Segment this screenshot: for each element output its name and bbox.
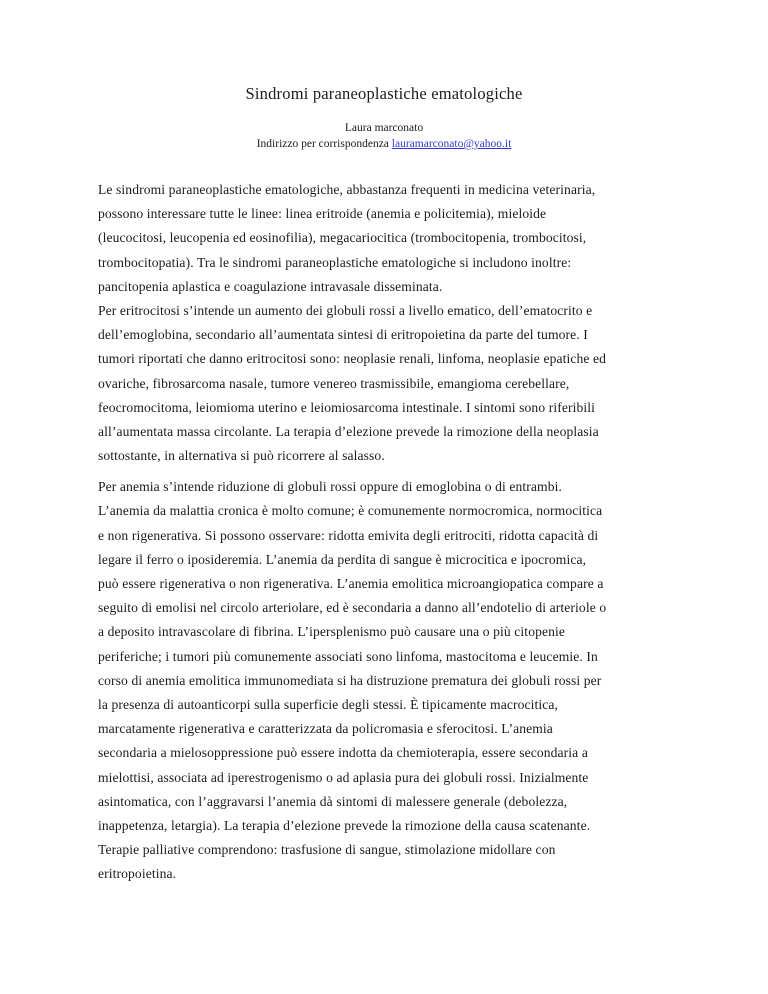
text-line: inappetenza, letargia). La terapia d’elezione prevede la rimozione della causa scatenante.: [98, 817, 591, 833]
text-line: Per eritrocitosi s’intende un aumento dei globuli rossi a livello ematico, dell’ematocrito e: [98, 302, 593, 318]
text-line: mielottisi, associata ad iperestrogenismo o ad aplasia pura dei globuli rossi. Inizialmente: [98, 769, 589, 785]
text-line: dell’emoglobina, secondario all’aumentata sintesi di eritropoietina da parte del tumore. I: [98, 327, 588, 343]
paragraph: [98, 178, 670, 299]
text-line: Per anemia s’intende riduzione di globuli rossi oppure di emoglobina o di entrambi.: [98, 479, 562, 495]
paragraph: [98, 475, 670, 886]
text-line: e non rigenerativa. Si possono osservare: ridotta emivita degli eritrociti, ridotta capacità di: [98, 527, 599, 543]
text-line: Terapie palliative comprendono: trasfusione di sangue, stimolazione midollare con: [98, 842, 556, 858]
text-line: (leucocitosi, leucopenia ed eosinofilia), megacariocitica (trombocitopenia, trombocitosi,: [98, 230, 587, 246]
text-line: ovariche, fibrosarcoma nasale, tumore venereo trasmissibile, emangioma cerebellare,: [98, 375, 570, 391]
text-line: periferiche; i tumori più comunemente associati sono linfoma, mastocitoma e leucemie. In: [98, 648, 598, 664]
correspondence-line: [0, 136, 768, 152]
text-line: L’anemia da malattia cronica è molto comune; è comunemente normocromica, normocitica: [98, 503, 603, 519]
text-line: asintomatica, con l’aggravarsi l’anemia dà sintomi di malessere generale (debolezza,: [98, 793, 568, 809]
text-line: marcatamente rigenerativa e caratterizzata da policromasia e sferocitosi. L’anemia: [98, 721, 553, 737]
text-line: tumori riportati che danno eritrocitosi sono: neoplasie renali, linfoma, neoplasie epatiche ed: [98, 351, 607, 367]
author-name: Laura marconato: [344, 122, 424, 134]
text-line: all’aumentata massa circolante. La terapia d’elezione prevede la rimozione della neoplasia: [98, 423, 599, 439]
paragraph: [98, 299, 670, 468]
text-line: feocromocitoma, leiomioma uterino e leiomiosarcoma intestinale. I sintomi sono riferibili: [98, 399, 596, 415]
text-line: la presenza di autoanticorpi sulla superficie degli stessi. È tipicamente macrocitica,: [98, 696, 559, 712]
text-line: a deposito intravascolare di fibrina. L’ipersplenismo può causare una o più citopenie: [98, 624, 566, 640]
byline-block: [0, 120, 768, 152]
text-line: legare il ferro o iposideremia. L’anemia da perdita di sangue è microcitica e ipocromica,: [98, 551, 587, 567]
text-line: corso di anemia emolitica immunomediata si ha distruzione prematura dei globuli rossi per: [98, 672, 602, 688]
document-body: [98, 178, 670, 886]
page-title: Sindromi paraneoplastiche ematologiche: [245, 84, 523, 103]
text-line: eritropoietina.: [98, 866, 177, 882]
text-line: secondaria a mielosoppressione può essere indotta da chemioterapia, essere secondaria a: [98, 745, 588, 761]
text-line: Le sindromi paraneoplastiche ematologiche, abbastanza frequenti in medicina veterinaria,: [98, 182, 596, 197]
text-line: può essere rigenerativa o non rigenerativa. L’anemia emolitica microangiopatica compare a: [98, 576, 604, 591]
text-line: pancitopenia aplastica e coagulazione intravasale disseminata.: [98, 278, 443, 294]
correspondence-label: Indirizzo per corrispondenza: [256, 138, 392, 150]
email-link[interactable]: lauramarconato@yahoo.it: [391, 138, 512, 150]
text-line: sottostante, in alternativa si può ricorrere al salasso.: [98, 448, 385, 464]
text-line: trombocitopatia). Tra le sindromi paraneoplastiche ematologiche si includono inoltre:: [98, 254, 572, 270]
text-line: possono interessare tutte le linee: linea eritroide (anemia e policitemia), mieloide: [98, 206, 547, 222]
text-line: seguito di emolisi nel circolo arteriolare, ed è secondaria a danno all’endotelio di arteriole o: [98, 600, 607, 616]
